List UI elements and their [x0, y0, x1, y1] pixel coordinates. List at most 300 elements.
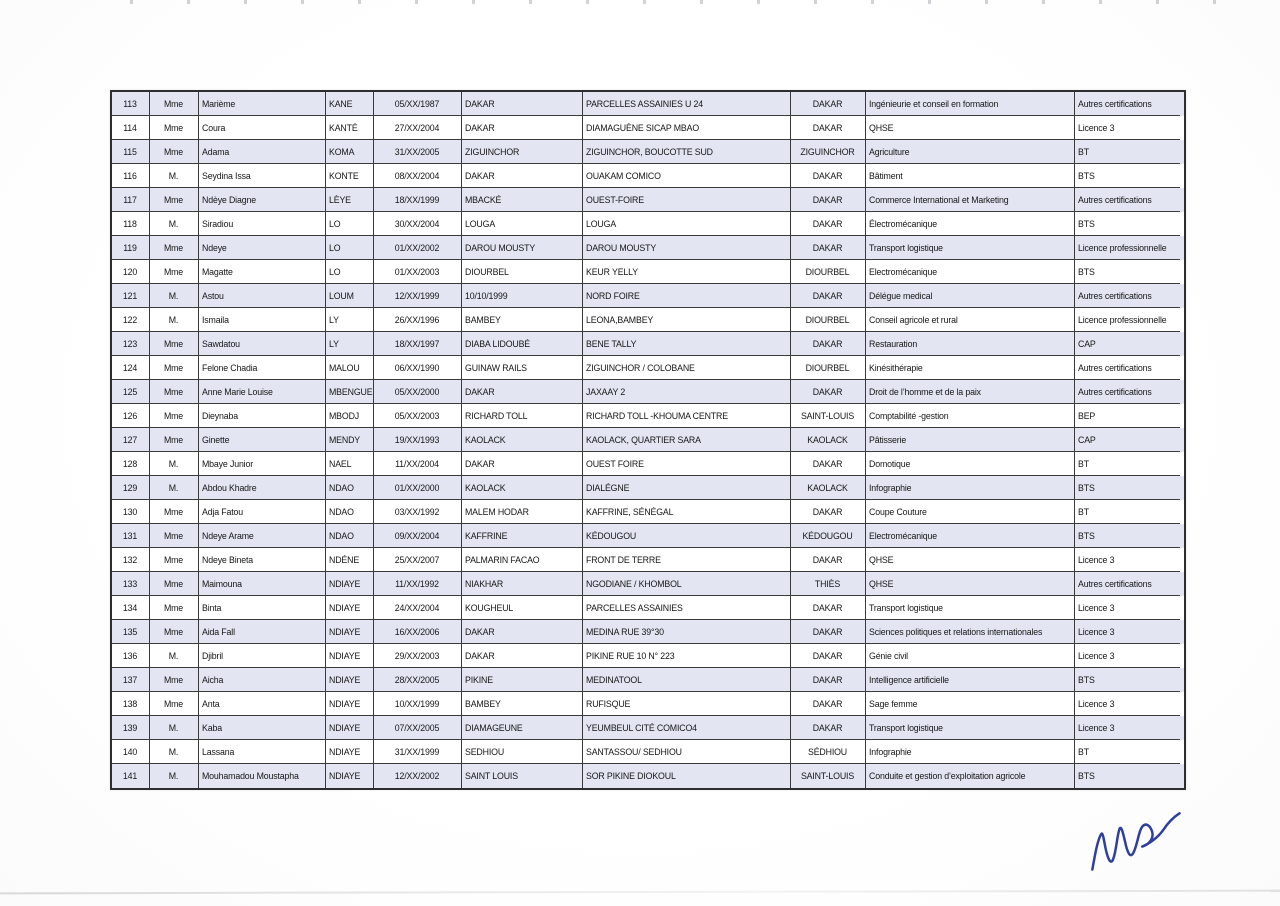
table-cell: NDIAYE — [326, 668, 374, 692]
table-cell: Ndèye Diagne — [199, 188, 326, 212]
table-cell: DAKAR — [462, 116, 583, 140]
table-cell: 25/XX/2007 — [374, 548, 462, 572]
table-cell: MEDINATOOL — [583, 668, 791, 692]
table-cell: OUEST-FOIRE — [583, 188, 791, 212]
table-cell: Transport logistique — [866, 716, 1075, 740]
table-cell: Mme — [150, 428, 199, 452]
table-row — [112, 668, 1184, 692]
table-cell: Mme — [150, 188, 199, 212]
table-cell: NDIAYE — [326, 572, 374, 596]
table-cell: 08/XX/2004 — [374, 164, 462, 188]
table-cell: 28/XX/2005 — [374, 668, 462, 692]
table-cell: NAEL — [326, 452, 374, 476]
table-cell: CAP — [1075, 332, 1180, 356]
table-cell: Autres certifications — [1075, 92, 1180, 116]
table-cell: Lassana — [199, 740, 326, 764]
table-cell: 01/XX/2003 — [374, 260, 462, 284]
table-cell: BTS — [1075, 524, 1180, 548]
table-cell: Autres certifications — [1075, 284, 1180, 308]
table-cell: Sawdatou — [199, 332, 326, 356]
table-cell: Ndeye Bineta — [199, 548, 326, 572]
table-row — [112, 644, 1184, 668]
table-cell: Autres certifications — [1075, 356, 1180, 380]
table-cell: Licence 3 — [1075, 644, 1180, 668]
table-cell: 132 — [112, 548, 150, 572]
table-cell: M. — [150, 452, 199, 476]
scan-artifact-top — [130, 0, 1256, 4]
table-cell: 30/XX/2004 — [374, 212, 462, 236]
table-cell: Electromécanique — [866, 524, 1075, 548]
records-table — [110, 90, 1186, 790]
table-cell: SANTASSOU/ SEDHIOU — [583, 740, 791, 764]
table-cell: LY — [326, 332, 374, 356]
table-cell: BT — [1075, 740, 1180, 764]
table-cell: Bâtiment — [866, 164, 1075, 188]
table-row — [112, 524, 1184, 548]
table-row — [112, 356, 1184, 380]
table-cell: 01/XX/2002 — [374, 236, 462, 260]
table-cell: RICHARD TOLL — [462, 404, 583, 428]
table-cell: 18/XX/1999 — [374, 188, 462, 212]
table-cell: Conseil agricole et rural — [866, 308, 1075, 332]
table-cell: Marième — [199, 92, 326, 116]
table-cell: 01/XX/2000 — [374, 476, 462, 500]
table-row — [112, 548, 1184, 572]
table-cell: 133 — [112, 572, 150, 596]
table-cell: DAKAR — [791, 92, 866, 116]
table-cell: Transport logistique — [866, 596, 1075, 620]
table-cell: 126 — [112, 404, 150, 428]
table-cell: Mme — [150, 116, 199, 140]
table-cell: Felone Chadia — [199, 356, 326, 380]
table-cell: BAMBEY — [462, 692, 583, 716]
table-cell: DAROU MOUSTY — [462, 236, 583, 260]
table-cell: 31/XX/2005 — [374, 140, 462, 164]
table-cell: Mme — [150, 356, 199, 380]
table-cell: BTS — [1075, 668, 1180, 692]
table-cell: LY — [326, 308, 374, 332]
table-cell: KAOLACK — [462, 476, 583, 500]
table-cell: Délégue medical — [866, 284, 1075, 308]
table-cell: Aicha — [199, 668, 326, 692]
table-cell: DAKAR — [791, 716, 866, 740]
table-cell: QHSE — [866, 572, 1075, 596]
table-cell: Pâtisserie — [866, 428, 1075, 452]
table-cell: DAKAR — [462, 620, 583, 644]
table-cell: 137 — [112, 668, 150, 692]
table-cell: DAKAR — [791, 212, 866, 236]
table-cell: DAKAR — [791, 692, 866, 716]
table-cell: DAKAR — [791, 596, 866, 620]
table-cell: Coupe Couture — [866, 500, 1075, 524]
table-cell: 114 — [112, 116, 150, 140]
table-cell: DAKAR — [791, 164, 866, 188]
table-cell: Anta — [199, 692, 326, 716]
table-cell: Ndeye Arame — [199, 524, 326, 548]
table-cell: 140 — [112, 740, 150, 764]
table-cell: 05/XX/2003 — [374, 404, 462, 428]
table-cell: ZIGUINCHOR — [791, 140, 866, 164]
table-cell: BTS — [1075, 212, 1180, 236]
table-cell: Mme — [150, 620, 199, 644]
table-cell: Siradiou — [199, 212, 326, 236]
table-cell: KAOLACK — [791, 428, 866, 452]
table-cell: ZIGUINCHOR — [462, 140, 583, 164]
table-cell: KAOLACK — [462, 428, 583, 452]
table-cell: KÉDOUGOU — [583, 524, 791, 548]
table-cell: 128 — [112, 452, 150, 476]
table-cell: KOUGHEUL — [462, 596, 583, 620]
table-row — [112, 284, 1184, 308]
table-cell: NDAO — [326, 476, 374, 500]
table-cell: BT — [1075, 140, 1180, 164]
table-cell: DAKAR — [791, 284, 866, 308]
table-cell: PARCELLES ASSAINIES U 24 — [583, 92, 791, 116]
table-cell: OUAKAM COMICO — [583, 164, 791, 188]
table-cell: Mme — [150, 404, 199, 428]
table-cell: 10/XX/1999 — [374, 692, 462, 716]
table-cell: KANE — [326, 92, 374, 116]
table-cell: NDIAYE — [326, 692, 374, 716]
table-cell: Licence 3 — [1075, 716, 1180, 740]
table-cell: 139 — [112, 716, 150, 740]
table-cell: JAXAAY 2 — [583, 380, 791, 404]
table-cell: Licence professionnelle — [1075, 308, 1180, 332]
table-cell: Droit de l’homme et de la paix — [866, 380, 1075, 404]
table-cell: 125 — [112, 380, 150, 404]
table-cell: KAOLACK — [791, 476, 866, 500]
table-cell: Mme — [150, 596, 199, 620]
table-cell: NIAKHAR — [462, 572, 583, 596]
table-cell: Mme — [150, 548, 199, 572]
table-cell: Mme — [150, 92, 199, 116]
table-row — [112, 620, 1184, 644]
table-cell: 123 — [112, 332, 150, 356]
table-cell: DIOURBEL — [791, 356, 866, 380]
table-cell: DAKAR — [791, 500, 866, 524]
table-cell: KEUR YELLY — [583, 260, 791, 284]
table-cell: Seydina Issa — [199, 164, 326, 188]
table-cell: Djibril — [199, 644, 326, 668]
table-cell: Mbaye Junior — [199, 452, 326, 476]
table-cell: QHSE — [866, 116, 1075, 140]
table-cell: Magatte — [199, 260, 326, 284]
table-cell: DIOURBEL — [462, 260, 583, 284]
table-cell: NDIAYE — [326, 620, 374, 644]
table-cell: DAKAR — [462, 644, 583, 668]
table-row — [112, 92, 1184, 116]
table-cell: 135 — [112, 620, 150, 644]
table-cell: MENDY — [326, 428, 374, 452]
table-cell: THIÈS — [791, 572, 866, 596]
table-cell: MALOU — [326, 356, 374, 380]
table-row — [112, 452, 1184, 476]
table-cell: NDÉNE — [326, 548, 374, 572]
table-cell: DAKAR — [791, 116, 866, 140]
table-cell: Domotique — [866, 452, 1075, 476]
table-cell: 10/10/1999 — [462, 284, 583, 308]
table-cell: Mme — [150, 332, 199, 356]
table-cell: NORD FOIRE — [583, 284, 791, 308]
table-cell: FRONT DE TERRE — [583, 548, 791, 572]
table-cell: 11/XX/2004 — [374, 452, 462, 476]
table-cell: DIAMAGUÈNE SICAP MBAO — [583, 116, 791, 140]
table-cell: 11/XX/1992 — [374, 572, 462, 596]
table-cell: Autres certifications — [1075, 572, 1180, 596]
table-cell: PARCELLES ASSAINIES — [583, 596, 791, 620]
table-cell: DAKAR — [462, 380, 583, 404]
table-cell: MBACKÉ — [462, 188, 583, 212]
table-cell: DAKAR — [791, 548, 866, 572]
table-cell: QHSE — [866, 548, 1075, 572]
table-cell: Commerce International et Marketing — [866, 188, 1075, 212]
table-cell: Infographie — [866, 476, 1075, 500]
table-cell: Ndeye — [199, 236, 326, 260]
table-cell: Abdou Khadre — [199, 476, 326, 500]
table-cell: 05/XX/2000 — [374, 380, 462, 404]
table-cell: Astou — [199, 284, 326, 308]
table-cell: DAKAR — [791, 620, 866, 644]
table-cell: DAKAR — [791, 668, 866, 692]
table-cell: BT — [1075, 452, 1180, 476]
table-cell: M. — [150, 716, 199, 740]
table-cell: YEUMBEUL CITÉ COMICO4 — [583, 716, 791, 740]
table-cell: DAKAR — [462, 452, 583, 476]
table-row — [112, 740, 1184, 764]
table-cell: Mme — [150, 260, 199, 284]
table-cell: M. — [150, 740, 199, 764]
table-cell: BTS — [1075, 260, 1180, 284]
table-cell: 117 — [112, 188, 150, 212]
table-cell: MBENGUE — [326, 380, 374, 404]
table-row — [112, 500, 1184, 524]
table-row — [112, 428, 1184, 452]
table-cell: 124 — [112, 356, 150, 380]
table-row — [112, 404, 1184, 428]
table-cell: 16/XX/2006 — [374, 620, 462, 644]
table-cell: LOUGA — [583, 212, 791, 236]
table-cell: Intelligence artificielle — [866, 668, 1075, 692]
table-cell: DIABA LIDOUBÉ — [462, 332, 583, 356]
table-cell: BTS — [1075, 476, 1180, 500]
table-row — [112, 716, 1184, 740]
table-cell: M. — [150, 476, 199, 500]
table-cell: DAKAR — [462, 92, 583, 116]
table-cell: MALEM HODAR — [462, 500, 583, 524]
table-row — [112, 596, 1184, 620]
table-cell: LO — [326, 260, 374, 284]
table-cell: 31/XX/1999 — [374, 740, 462, 764]
table-row — [112, 116, 1184, 140]
table-cell: BTS — [1078, 771, 1095, 781]
signature-stroke — [1087, 813, 1184, 869]
table-cell: Licence 3 — [1075, 596, 1180, 620]
table-cell: SAINT LOUIS — [462, 764, 583, 788]
table-cell: 24/XX/2004 — [374, 596, 462, 620]
table-cell: 26/XX/1996 — [374, 308, 462, 332]
table-cell: Sage femme — [866, 692, 1075, 716]
table-cell: BENE TALLY — [583, 332, 791, 356]
table-cell: Licence 3 — [1075, 548, 1180, 572]
table-cell: ZIGUINCHOR / COLOBANE — [583, 356, 791, 380]
table-cell: 121 — [112, 284, 150, 308]
table-cell: 115 — [112, 140, 150, 164]
table-cell: 12/XX/1999 — [374, 284, 462, 308]
table-cell: 127 — [112, 428, 150, 452]
table-cell: Anne Marie Louise — [199, 380, 326, 404]
table-cell: Licence 3 — [1075, 620, 1180, 644]
table-cell: Mme — [150, 668, 199, 692]
table-cell: 138 — [112, 692, 150, 716]
table-cell: DAKAR — [791, 380, 866, 404]
table-cell: Ismaila — [199, 308, 326, 332]
table-cell: DAKAR — [462, 164, 583, 188]
table-cell: KAFFRINE, SÉNÉGAL — [583, 500, 791, 524]
table-cell: 19/XX/1993 — [374, 428, 462, 452]
table-cell: Infographie — [866, 740, 1075, 764]
table-cell: GUINAW RAILS — [462, 356, 583, 380]
table-cell: Autres certifications — [1075, 188, 1180, 212]
table-cell: DAKAR — [791, 452, 866, 476]
table-cell: 119 — [112, 236, 150, 260]
table-cell: BTS — [1075, 164, 1180, 188]
table-cell: NDIAYE — [326, 764, 374, 788]
table-cell: SAINT-LOUIS — [791, 404, 866, 428]
table-cell: MBODJ — [326, 404, 374, 428]
table-cell: BT — [1075, 500, 1180, 524]
table-cell: KONTE — [326, 164, 374, 188]
table-cell: KOMA — [326, 140, 374, 164]
table-cell: Mme — [150, 500, 199, 524]
table-cell: RICHARD TOLL -KHOUMA CENTRE — [583, 404, 791, 428]
table-cell: RUFISQUE — [583, 692, 791, 716]
table-row — [112, 380, 1184, 404]
table-cell: 09/XX/2004 — [374, 524, 462, 548]
table-cell: Autres certifications — [1075, 380, 1180, 404]
table-cell: KAOLACK, QUARTIER SARA — [583, 428, 791, 452]
table-cell: DAKAR — [791, 644, 866, 668]
table-cell: Ingénieurie et conseil en formation — [866, 92, 1075, 116]
table-cell: Mme — [150, 524, 199, 548]
table-cell: Mme — [150, 236, 199, 260]
table-cell: Maimouna — [199, 572, 326, 596]
table-cell: M. — [150, 164, 199, 188]
table-cell: KÉDOUGOU — [791, 524, 866, 548]
table-cell: DAKAR — [791, 236, 866, 260]
table-cell: KAFFRINE — [462, 524, 583, 548]
table-cell: Électromécanique — [866, 212, 1075, 236]
table-cell: 116 — [112, 164, 150, 188]
table-cell: CAP — [1075, 428, 1180, 452]
table-cell: KANTÉ — [326, 116, 374, 140]
table-cell: PIKINE RUE 10 N° 223 — [583, 644, 791, 668]
table-cell: M. — [150, 644, 199, 668]
table-cell: Génie civil — [866, 644, 1075, 668]
table-cell: 06/XX/1990 — [374, 356, 462, 380]
table-cell: NDIAYE — [326, 596, 374, 620]
table-cell: MEDINA RUE 39°30 — [583, 620, 791, 644]
table-cell: 120 — [112, 260, 150, 284]
table-cell: Electromécanique — [866, 260, 1075, 284]
table-cell: NDAO — [326, 500, 374, 524]
table-cell: Kaba — [199, 716, 326, 740]
table-row — [112, 476, 1184, 500]
table-cell: NDIAYE — [326, 740, 374, 764]
table-cell: 141 — [112, 764, 150, 788]
table-cell: LÈYE — [326, 188, 374, 212]
table-cell: 118 — [112, 212, 150, 236]
table-cell: ZIGUINCHOR, BOUCOTTE SUD — [583, 140, 791, 164]
table-cell: 130 — [112, 500, 150, 524]
table-cell: Coura — [199, 116, 326, 140]
table-cell: LOUGA — [462, 212, 583, 236]
table-cell: 136 — [112, 644, 150, 668]
table-cell: SOR PIKINE DIOKOUL — [583, 764, 791, 788]
table-cell: DIALÉGNE — [583, 476, 791, 500]
table-cell: NDIAYE — [326, 644, 374, 668]
table-cell: 12/XX/2002 — [374, 764, 462, 788]
table-cell: SÉDHIOU — [791, 740, 866, 764]
table-cell: 03/XX/1992 — [374, 500, 462, 524]
table-cell: OUEST FOIRE — [583, 452, 791, 476]
table-cell: Mme — [150, 380, 199, 404]
table-row — [112, 236, 1184, 260]
table-cell: Mme — [150, 140, 199, 164]
table-cell: 113 — [112, 92, 150, 116]
table-cell: 27/XX/2004 — [374, 116, 462, 140]
table-cell: Adja Fatou — [199, 500, 326, 524]
signature-ink — [1079, 799, 1190, 877]
table-cell: Dieynaba — [199, 404, 326, 428]
table-cell: LEONA,BAMBEY — [583, 308, 791, 332]
table-cell: Ginette — [199, 428, 326, 452]
table-row — [112, 308, 1184, 332]
table-cell: Aida Fall — [199, 620, 326, 644]
table-cell: 131 — [112, 524, 150, 548]
table-cell: M. — [150, 212, 199, 236]
table-cell: Comptabilité -gestion — [866, 404, 1075, 428]
signature — [1082, 804, 1186, 872]
table-cell: Mme — [150, 692, 199, 716]
table-cell: DAROU MOUSTY — [583, 236, 791, 260]
table-cell: NDIAYE — [326, 716, 374, 740]
table-cell: M. — [150, 308, 199, 332]
table-cell: Agriculture — [866, 140, 1075, 164]
table-row — [112, 188, 1184, 212]
table-cell: DAKAR — [791, 188, 866, 212]
table-cell: Adama — [199, 140, 326, 164]
table-cell: Binta — [199, 596, 326, 620]
table-cell: Restauration — [866, 332, 1075, 356]
table-row — [112, 572, 1184, 596]
table-row — [112, 164, 1184, 188]
table-cell: NDAO — [326, 524, 374, 548]
table-cell: DAKAR — [791, 332, 866, 356]
table-cell: LO — [326, 236, 374, 260]
table-cell: 07/XX/2005 — [374, 716, 462, 740]
table-cell: Conduite et gestion d’exploitation agricole — [866, 764, 1075, 788]
table-cell: SAINT-LOUIS — [791, 764, 866, 788]
table-row — [112, 692, 1184, 716]
table-cell: DIOURBEL — [791, 308, 866, 332]
table-cell: Kinésithérapie — [866, 356, 1075, 380]
table-row — [112, 260, 1184, 284]
table-cell: BAMBEY — [462, 308, 583, 332]
table-cell: Licence 3 — [1075, 692, 1180, 716]
table-cell: 18/XX/1997 — [374, 332, 462, 356]
table-cell: PIKINE — [462, 668, 583, 692]
table-cell: 134 — [112, 596, 150, 620]
